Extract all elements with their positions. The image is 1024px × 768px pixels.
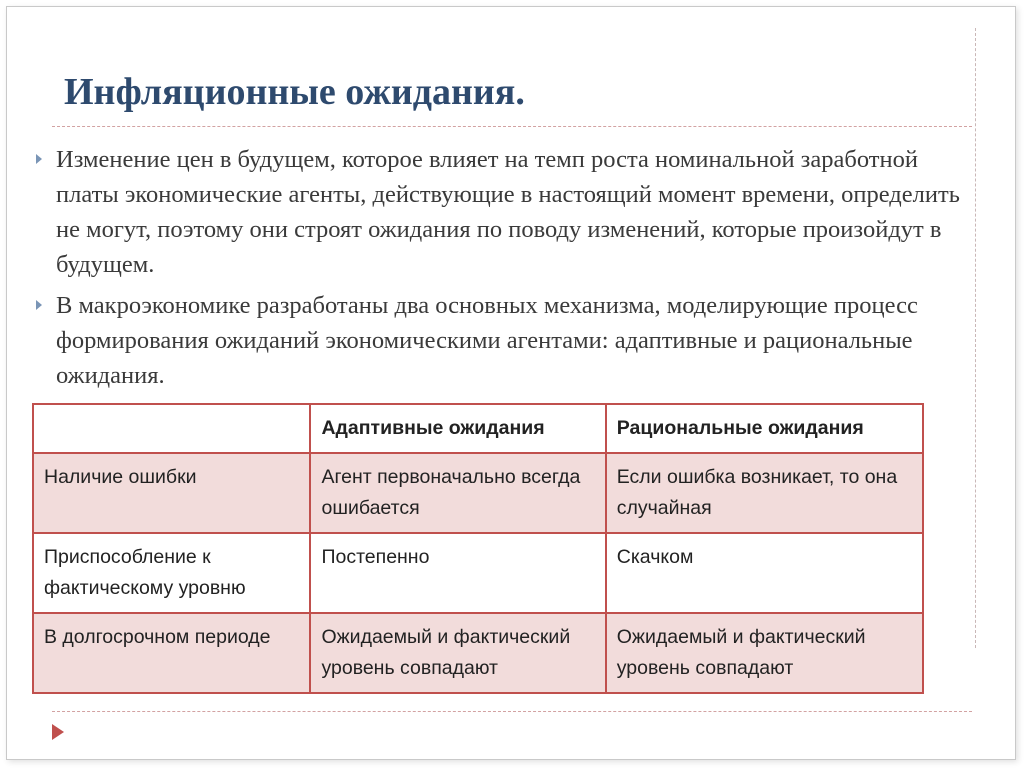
table-header-cell: Рациональные ожидания <box>606 404 923 453</box>
table-cell: В долгосрочном периоде <box>33 613 310 693</box>
table-row <box>33 453 923 533</box>
comparison-table <box>32 403 924 694</box>
table-row <box>33 613 923 693</box>
slide-title: Инфляционные ожидания. <box>64 71 525 113</box>
table-cell: Наличие ошибки <box>33 453 310 533</box>
bullet-arrow-icon <box>36 154 42 164</box>
table-cell: Агент первоначально всегда ошибается <box>310 453 605 533</box>
bullet-list <box>36 142 976 399</box>
bullet-arrow-icon <box>36 300 42 310</box>
bottom-divider <box>52 711 972 712</box>
title-divider <box>52 126 972 127</box>
bullet-item <box>36 288 976 393</box>
table-cell: Ожидаемый и фактический уровень совпадают <box>606 613 923 693</box>
table-cell: Ожидаемый и фактический уровень совпадают <box>310 613 605 693</box>
nav-arrow-icon[interactable] <box>52 724 64 740</box>
bullet-text: В макроэкономике разработаны два основных механизма, моделирующие процесс формирования ожиданий экономическими агентами: адаптивные и рациональные ожидания. <box>56 292 918 389</box>
table-row <box>33 533 923 613</box>
bullet-text: Изменение цен в будущем, которое влияет на темп роста номинальной заработной платы экономические агенты, действующие в настоящий момент времени, определить не могут, поэтому они строят ожидания по поводу изменений, которые произойдут в будущем. <box>56 146 960 278</box>
table-cell: Приспособление к фактическому уровню <box>33 533 310 613</box>
table-cell: Постепенно <box>310 533 605 613</box>
table-header-cell: Адаптивные ожидания <box>310 404 605 453</box>
table-cell: Если ошибка возникает, то она случайная <box>606 453 923 533</box>
table-header-row <box>33 404 923 453</box>
bullet-item <box>36 142 976 282</box>
table-header-cell <box>33 404 310 453</box>
table-cell: Скачком <box>606 533 923 613</box>
